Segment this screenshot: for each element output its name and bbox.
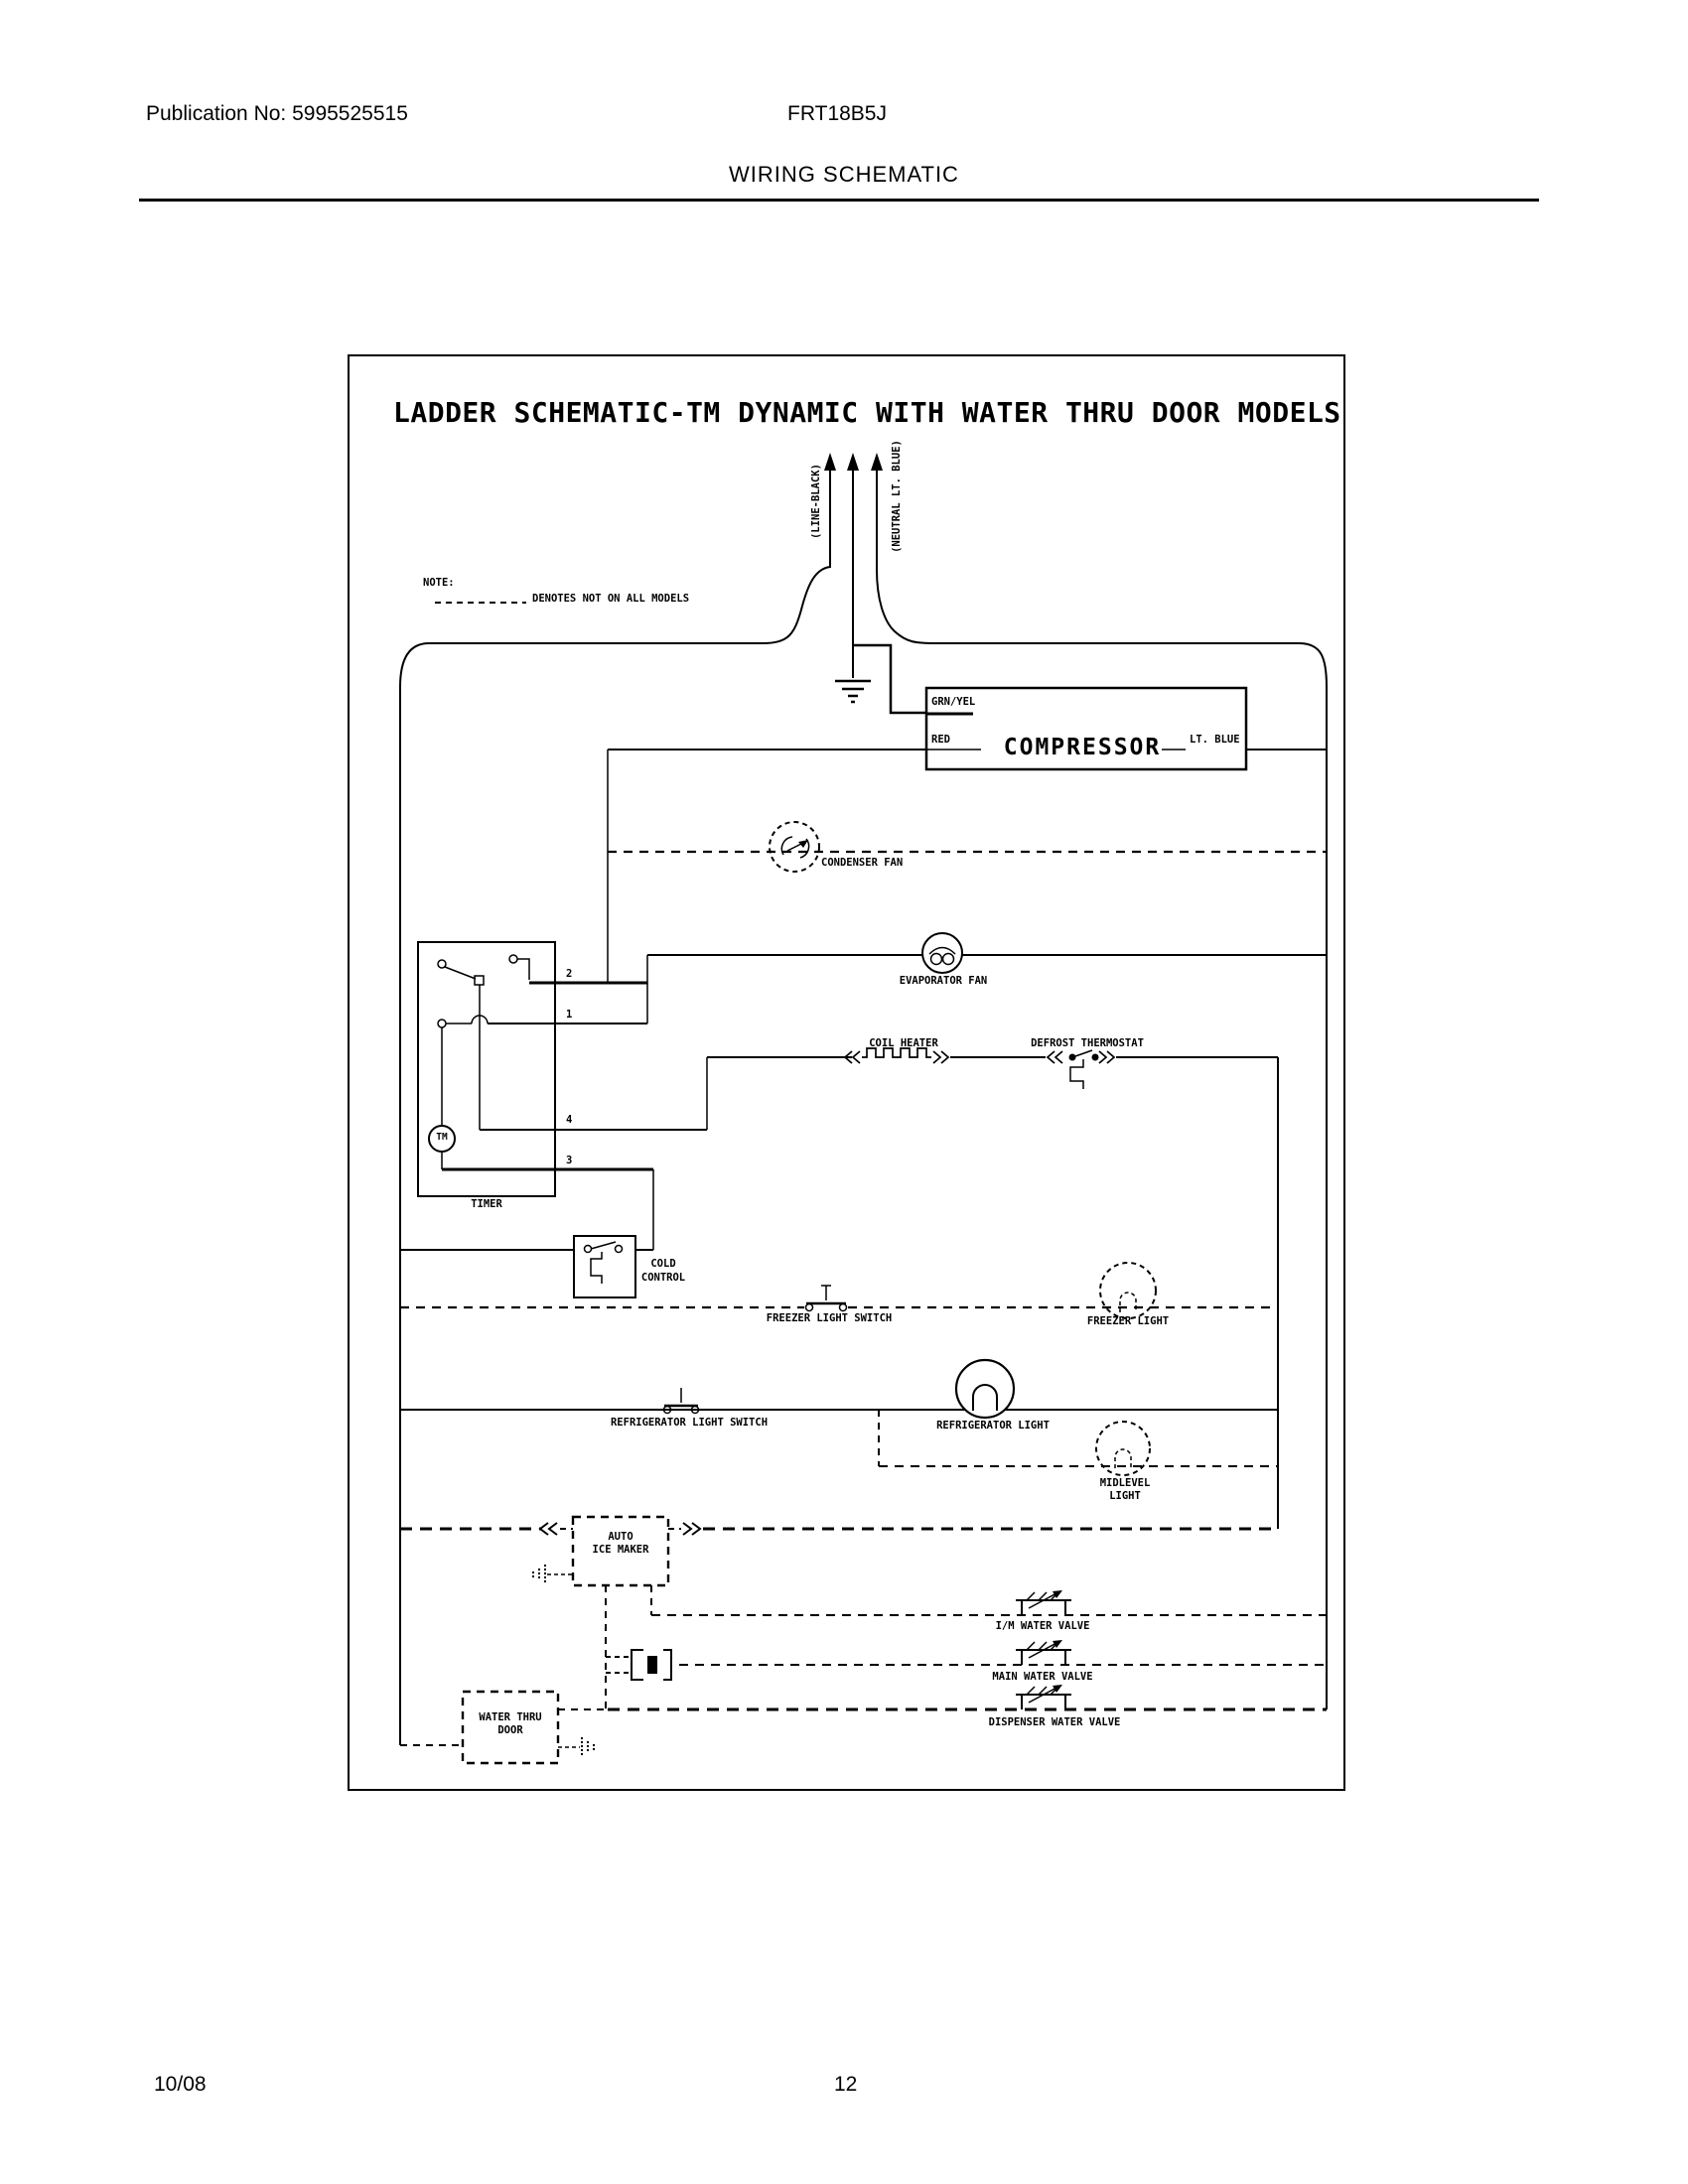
line-wire-label: (LINE-BLACK) [810,464,822,539]
freezer-light-switch-label: FREEZER LIGHT SWITCH [766,1312,893,1324]
timer-terminal-2: 2 [566,968,573,980]
timer-label: TIMER [471,1198,502,1210]
timer-terminal-1: 1 [566,1009,573,1021]
line-arrow-icon [824,453,836,471]
ice-maker-circuit [400,1517,1278,1709]
cold-control-label-2: CONTROL [640,1272,686,1284]
ground-arrow-icon [847,453,859,471]
refrigerator-light-switch-label: REFRIGERATOR LIGHT SWITCH [610,1417,769,1429]
diagram-title: LADDER SCHEMATIC-TM DYNAMIC WITH WATER THRU DOOR MODELS [393,396,1341,429]
grn-yel-wire-label: GRN/YEL [931,696,976,708]
cold-control-label-1: COLD [650,1258,676,1270]
water-thru-door-label-2: DOOR [497,1724,523,1736]
timer-motor-label: TM [436,1132,448,1143]
connector-icon [632,1650,643,1680]
red-wire-label: RED [931,734,950,746]
chassis-ground-icon [533,1565,573,1584]
dispenser-water-valve-label: DISPENSER WATER VALVE [988,1716,1121,1728]
lt-blue-wire-label: LT. BLUE [1190,734,1240,746]
midlevel-light-label-1: MIDLEVEL [1099,1477,1151,1489]
note-text: DENOTES NOT ON ALL MODELS [532,593,690,605]
ice-maker-label-2: ICE MAKER [592,1544,649,1556]
cold-control-symbol [400,1236,653,1297]
ice-maker-label-1: AUTO [608,1531,633,1543]
defrost-thermostat-label: DEFROST THERMOSTAT [1031,1037,1144,1049]
coil-heater-symbol [707,1048,1046,1130]
timer-terminal-4: 4 [566,1114,573,1126]
power-cord-wires [400,453,1327,713]
midlevel-light-label-2: LIGHT [1109,1490,1141,1502]
freezer-light-label: FREEZER LIGHT [1086,1315,1170,1327]
main-water-valve-symbol [606,1640,1327,1680]
im-water-valve-symbol [651,1590,1327,1615]
footer-page-number: 12 [834,2073,858,2096]
earth-ground-icon [835,681,871,702]
model-number: FRT18B5J [787,102,887,125]
neutral-wire-label: (NEUTRAL LT. BLUE) [891,440,903,553]
condenser-fan-symbol [608,822,1327,872]
main-water-valve-label: MAIN WATER VALVE [992,1671,1093,1683]
chassis-ground-icon [558,1737,594,1757]
evaporator-fan-label: EVAPORATOR FAN [899,975,988,987]
refrigerator-light-label: REFRIGERATOR LIGHT [936,1420,1050,1432]
dispenser-water-valve-symbol [558,1685,1327,1709]
coil-heater-label: COIL HEATER [869,1037,938,1049]
timer-terminal-3: 3 [566,1155,573,1166]
condenser-fan-label: CONDENSER FAN [821,857,904,869]
freezer-light-circuit [400,1263,1278,1318]
ladder-rails [400,685,1327,1745]
im-water-valve-label: I/M WATER VALVE [995,1620,1090,1632]
refrigerator-light-circuit [400,1360,1278,1475]
footer-date: 10/08 [154,2073,207,2096]
note-label: NOTE: [423,577,455,589]
diagram-border [349,355,1344,1790]
timer-symbol [418,750,707,1250]
compressor-label: COMPRESSOR [1003,735,1162,760]
neutral-arrow-icon [871,453,883,471]
publication-number: Publication No: 5995525515 [146,102,408,125]
water-thru-door-label-1: WATER THRU [479,1711,542,1723]
defrost-thermostat-symbol [1048,1050,1278,1089]
page-title: WIRING SCHEMATIC [729,162,959,187]
